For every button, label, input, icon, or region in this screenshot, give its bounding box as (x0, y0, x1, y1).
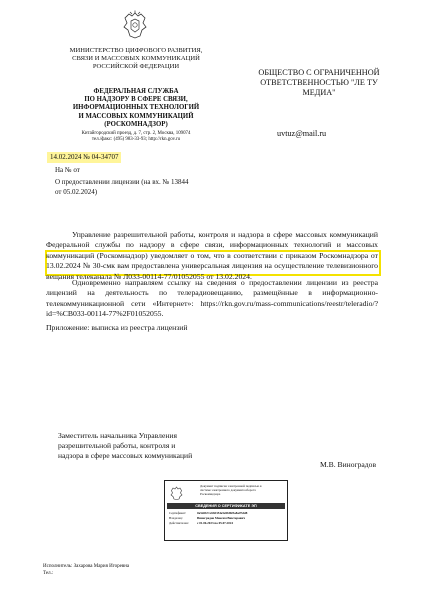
stamp-emblem-icon (170, 486, 183, 500)
recipient-line: МЕДИА" (302, 88, 336, 98)
service-line: ПО НАДЗОРУ В СФЕРЕ СВЯЗИ, (84, 96, 188, 104)
stamp-row-key: Сертификат: (169, 511, 187, 515)
subject-line: от 05.02.2024) (55, 188, 98, 196)
executor-phone: Тел.: (43, 571, 54, 576)
address-block (56, 131, 216, 143)
position-line: разрешительной работы, контроля и (58, 441, 176, 450)
recipient-line: ОТВЕТСТВЕННОСТЬЮ "ЛЕ ТУ (260, 78, 378, 88)
service-line: (РОСКОМНАДЗОР) (104, 120, 168, 128)
position-line: надзора в сфере массовых коммуникаций (58, 451, 193, 460)
subject-block (55, 177, 235, 197)
ministry-block (56, 47, 216, 71)
stamp-header-line: Документ подписан электронной подписью в (200, 484, 262, 488)
service-line: И МАССОВЫХ КОММУНИКАЦИЙ (78, 112, 194, 120)
stamp-header-line: Роскомнадзора (200, 491, 221, 496)
signatory-name: М.В. Виноградов (320, 460, 377, 469)
signatory-position (58, 431, 258, 461)
coat-of-arms-emblem (121, 10, 149, 40)
stamp-row-value: с 01.06.2023 по 05.07.2024 (197, 520, 233, 525)
attachment-line: Приложение: выписка из реестра лицензий (46, 323, 188, 332)
executor-name: Исполнитель: Захарова Мария Игоревна (43, 564, 130, 569)
service-line: ИНФОРМАЦИОННЫХ ТЕХНОЛОГИЙ (72, 104, 200, 112)
e-signature-stamp (164, 480, 288, 541)
service-block (56, 88, 216, 129)
stamp-row (169, 521, 285, 526)
body-paragraph-2: Одновременно направляем ссылку на сведения о предоставлении лицензии из реестра лицензий на деятельность по телерадиовещанию, размещённые в информационно-телекоммуникационной сети «Интернет»: https://rkn.gov.ru/mass-communications/reestr/teleradio/?id=%CB033-00114-77%2F01052055. (46, 278, 378, 319)
stamp-header (200, 485, 286, 496)
stamp-row-value: Виноградов Максим Викторович (197, 515, 245, 520)
stamp-title: СВЕДЕНИЯ О СЕРТИФИКАТЕ ЭП (167, 503, 285, 509)
stamp-row-value: 0a5d2b7cc665354e5a9bf6f5a8a07dd8 (197, 511, 248, 515)
stamp-header-line: системе электронного документооборота (200, 487, 256, 492)
stamp-row-key: Владелец: (169, 515, 183, 520)
address-line: Китайгородский проезд, д. 7, стр. 2, Москва, 109074 (81, 131, 191, 136)
reference-line: На № от (55, 166, 80, 174)
recipient-line: ОБЩЕСТВО С ОГРАНИЧЕННОЙ (258, 68, 380, 77)
executor-block (43, 563, 129, 577)
position-line: Заместитель начальника Управления (58, 431, 177, 440)
recipient-email: uvtuz@mail.ru (277, 129, 327, 138)
ministry-line: МИНИСТЕРСТВО ЦИФРОВОГО РАЗВИТИЯ, (69, 47, 203, 54)
ministry-line: СВЯЗИ И МАССОВЫХ КОММУНИКАЦИЙ (72, 55, 200, 62)
body-paragraph-1: Управление разрешительной работы, контроля и надзора в сфере массовых коммуникаций Федеральной службы по надзору в сфере связи, информационных технологий и массовых коммуникаций (Роскомнадзор) уведомляет о том, что в соответствии с приказом Роскомнадзора от 13.02.2024 № 30-смк вам предоставлена универсальная лицензия на осуществление телевизионного вещания телеканала № Л033-00114-77/01052055 от 13.02.2024. (46, 230, 378, 281)
ministry-line: РОССИЙСКОЙ ФЕДЕРАЦИИ (92, 63, 180, 70)
subject-line: О предоставлении лицензии (на вх. № 13844 (55, 178, 189, 186)
address-contact-line: тел./факс: (495) 983-33-93; http://rkn.gov.ru (91, 137, 181, 142)
stamp-details (169, 511, 285, 525)
service-line: ФЕДЕРАЛЬНАЯ СЛУЖБА (93, 88, 179, 95)
stamp-row-key: Действителен: (169, 520, 189, 525)
recipient-block (244, 68, 394, 99)
outgoing-date-number: 14.02.2024 № 04-34707 (47, 152, 121, 163)
